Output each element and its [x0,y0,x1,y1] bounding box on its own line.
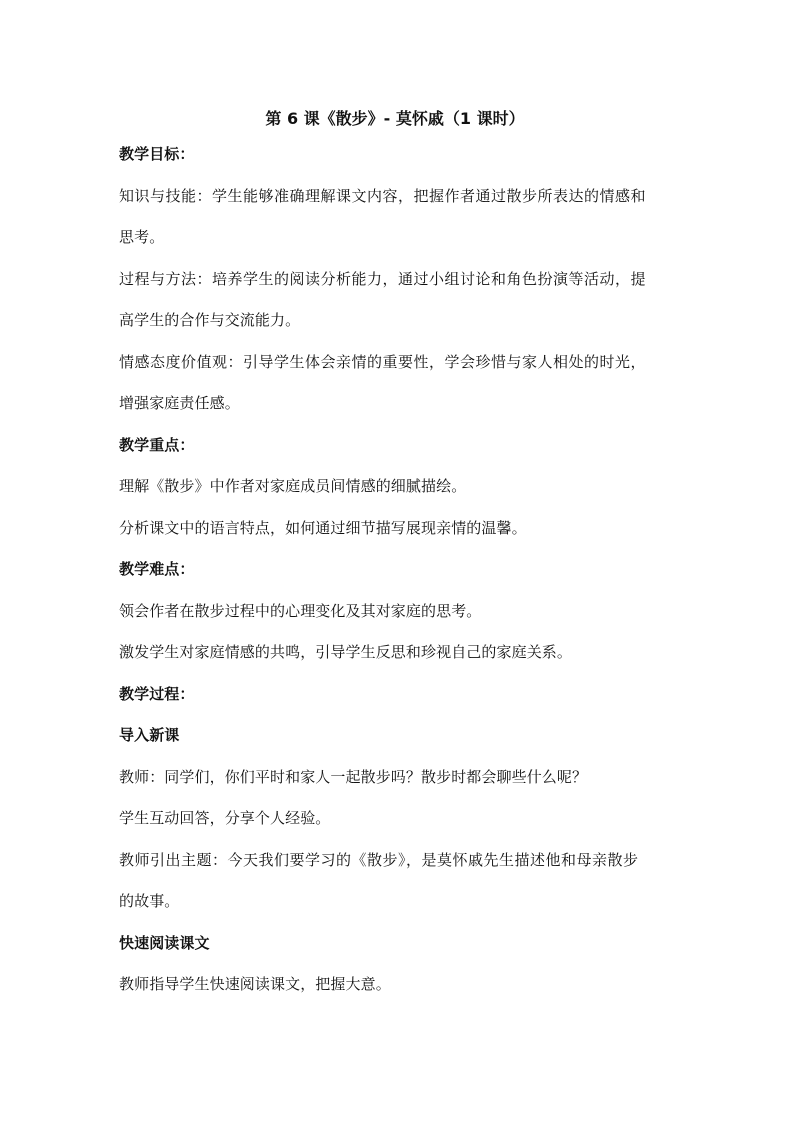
paragraph-knowledge-skills: 知识与技能：学生能够准确理解课文内容，把握作者通过散步所表达的情感和 [119,186,647,205]
paragraph-difficulty-1: 领会作者在散步过程中的心理变化及其对家庭的思考。 [119,601,482,620]
paragraph-difficulty-2: 激发学生对家庭情感的共鸣，引导学生反思和珍视自己的家庭关系。 [119,643,573,661]
paragraph-teacher-topic-cont: 的故事。 [119,892,180,910]
heading-teaching-process: 教学过程： [119,684,195,703]
paragraph-teacher-topic: 教师引出主题：今天我们要学习的《散步》，是莫怀戚先生描述他和母亲散步 [119,850,639,869]
paragraph-focus-1: 理解《散步》中作者对家庭成员间情感的细腻描绘。 [119,477,467,495]
document-body [119,104,675,1006]
heading-quick-reading: 快速阅读课文 [119,933,210,952]
paragraph-focus-2: 分析课文中的语言特点，如何通过细节描写展现亲情的温馨。 [119,518,527,537]
heading-teaching-difficulty: 教学难点： [119,560,195,578]
paragraph-process-method-cont: 高学生的合作与交流能力。 [119,311,301,329]
paragraph-emotion-values: 情感态度价值观：引导学生体会亲情的重要性，学会珍惜与家人相处的时光， [119,352,647,371]
heading-teaching-objectives: 教学目标： [119,145,195,163]
paragraph-knowledge-skills-cont: 思考。 [119,228,165,246]
paragraph-quick-reading: 教师指导学生快速阅读课文，把握大意。 [119,975,391,993]
paragraph-emotion-values-cont: 增强家庭责任感。 [119,394,240,412]
paragraph-student-answer: 学生互动回答，分享个人经验。 [119,809,331,827]
paragraph-process-method: 过程与方法：培养学生的阅读分析能力，通过小组讨论和角色扮演等活动，提 [119,269,647,288]
heading-introduction: 导入新课 [119,726,180,744]
document-title: 第 6 课《散步》- 莫怀戚（1 课时） [265,109,525,128]
paragraph-teacher-question: 教师：同学们，你们平时和家人一起散步吗？散步时都会聊些什么呢？ [119,767,588,786]
heading-teaching-focus: 教学重点： [119,435,195,454]
